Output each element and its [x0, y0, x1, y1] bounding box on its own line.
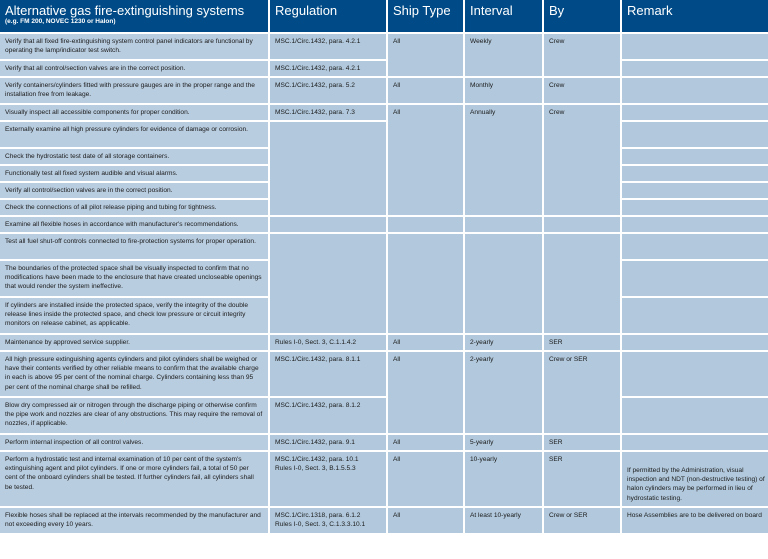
- remark-cell: [622, 261, 768, 296]
- header-system-subtitle: (e.g. FM 200, NOVEC 1230 or Halon): [5, 18, 116, 25]
- task-cell: Perform a hydrostatic test and internal examination of 10 per cent of the system's extinguishing agent and pilot cylinders. If one or more cylinders fail, a total of 50 per cent of the onboard cylinders shall be tested. If further cylinders fail, all cylinders shall be tested.: [0, 452, 268, 506]
- remark-cell: [622, 298, 768, 333]
- header-system-title: Alternative gas fire-extinguishing systems: [5, 3, 245, 18]
- task-cell: The boundaries of the protected space shall be visually inspected to confirm that no modifications have been made to the enclosure that have created uncloseable openings that would render the system ineffective.: [0, 261, 268, 296]
- header-system: [0, 0, 268, 32]
- task-cell: Maintenance by approved service supplier.: [0, 335, 268, 350]
- regulation-line: Rules I-0, Sect. 3, B.1.5.5.3: [275, 465, 356, 473]
- header-row: [0, 0, 768, 32]
- regulation-line: MSC.1/Circ.1318, para. 6.1.2: [275, 512, 361, 519]
- remark-cell: [622, 166, 768, 181]
- task-cell: If cylinders are installed inside the protected space, verify the integrity of the double release lines inside the protected space, and check low pressure or circuit integrity monitors on release cabinet, as applicable.: [0, 298, 268, 333]
- ship-type-cell: [388, 234, 463, 333]
- by-cell: SER: [544, 335, 620, 350]
- table-row: [0, 508, 768, 533]
- table-row: [0, 335, 768, 350]
- task-cell: Blow dry compressed air or nitrogen through the discharge piping or otherwise confirm the pipe work and nozzles are clear of any obstructions. This may require the removal of nozzles, if applicable.: [0, 398, 268, 433]
- interval-cell: Annually: [465, 105, 542, 215]
- regulation-cell: MSC.1/Circ.1432, para. 7.3: [270, 105, 386, 120]
- regulation-cell: [270, 452, 386, 506]
- remark-cell: [622, 183, 768, 198]
- task-cell: Externally examine all high pressure cylinders for evidence of damage or corrosion.: [0, 122, 268, 147]
- interval-cell: 5-yearly: [465, 435, 542, 450]
- task-cell: Functionally test all fixed system audible and visual alarms.: [0, 166, 268, 181]
- regulation-cell: MSC.1/Circ.1432, para. 4.2.1: [270, 34, 386, 59]
- by-cell: SER: [544, 452, 620, 506]
- remark-cell: [622, 105, 768, 120]
- task-cell: Check the hydrostatic test date of all storage containers.: [0, 149, 268, 164]
- by-cell: SER: [544, 435, 620, 450]
- ship-type-cell: All: [388, 435, 463, 450]
- table-row: [0, 78, 768, 103]
- regulation-cell: MSC.1/Circ.1432, para. 8.1.1: [270, 352, 386, 396]
- ship-type-cell: All: [388, 105, 463, 215]
- by-cell: Crew: [544, 105, 620, 215]
- interval-cell: At least 10-yearly: [465, 508, 542, 533]
- remark-cell: [622, 149, 768, 164]
- remark-cell: [622, 435, 768, 450]
- regulation-cell: MSC.1/Circ.1432, para. 8.1.2: [270, 398, 386, 433]
- ship-type-cell: All: [388, 452, 463, 506]
- table-row: [0, 435, 768, 450]
- task-cell: Verify that all fixed fire-extinguishing system control panel indicators are functional by operating the lamp/indicator test switch.: [0, 34, 268, 59]
- header-remark: Remark: [622, 0, 768, 32]
- task-cell: Perform internal inspection of all control valves.: [0, 435, 268, 450]
- table-row: [0, 352, 768, 396]
- ship-type-cell: All: [388, 34, 463, 76]
- task-cell: Flexible hoses shall be replaced at the intervals recommended by the manufacturer and not exceeding every 10 years.: [0, 508, 268, 533]
- by-cell: Crew or SER: [544, 508, 620, 533]
- regulation-cell: [270, 122, 386, 215]
- by-cell: Crew: [544, 34, 620, 76]
- remark-cell: [622, 122, 768, 147]
- remark-cell: [622, 61, 768, 76]
- task-cell: Verify that all control/section valves are in the correct position.: [0, 61, 268, 76]
- interval-cell: Weekly: [465, 34, 542, 76]
- task-cell: Test all fuel shut-off controls connected to fire-protection systems for proper operation.: [0, 234, 268, 259]
- interval-cell: 10-yearly: [465, 452, 542, 506]
- remark-cell: [622, 217, 768, 232]
- remark-cell: [622, 234, 768, 259]
- regulation-cell: [270, 234, 386, 333]
- by-cell: Crew: [544, 78, 620, 103]
- interval-cell: Monthly: [465, 78, 542, 103]
- regulation-cell: MSC.1/Circ.1432, para. 9.1: [270, 435, 386, 450]
- table-row: [0, 61, 768, 76]
- interval-cell: 2-yearly: [465, 352, 542, 433]
- regulation-line: MSC.1/Circ.1432, para. 10.1: [275, 456, 359, 463]
- remark-cell: [622, 200, 768, 215]
- interval-cell: 2-yearly: [465, 335, 542, 350]
- table-row: [0, 234, 768, 259]
- task-cell: Verify all control/section valves are in the correct position.: [0, 183, 268, 198]
- table-row: [0, 34, 768, 59]
- remark-cell: Hose Assemblies are to be delivered on board: [622, 508, 768, 533]
- ship-type-cell: All: [388, 335, 463, 350]
- interval-cell: [465, 217, 542, 232]
- header-interval: Interval: [465, 0, 542, 32]
- table-row: [0, 105, 768, 120]
- interval-cell: [465, 234, 542, 333]
- by-cell: [544, 234, 620, 333]
- remark-cell: If permitted by the Administration, visual inspection and NDT (non-destructive testing) of halon cylinders may be performed in lieu of hydrostatic testing.: [622, 452, 768, 506]
- ship-type-cell: [388, 217, 463, 232]
- header-ship-type: Ship Type: [388, 0, 463, 32]
- ship-type-cell: All: [388, 78, 463, 103]
- remark-cell: [622, 34, 768, 59]
- table-row: [0, 452, 768, 506]
- remark-cell: [622, 398, 768, 433]
- remark-cell: [622, 335, 768, 350]
- task-cell: Visually inspect all accessible components for proper condition.: [0, 105, 268, 120]
- header-by: By: [544, 0, 620, 32]
- header-regulation: Regulation: [270, 0, 386, 32]
- by-cell: Crew or SER: [544, 352, 620, 433]
- regulation-line: Rules I-0, Sect. 3, C.1.3.3.10.1: [275, 521, 366, 529]
- task-cell: Check the connections of all pilot release piping and tubing for tightness.: [0, 200, 268, 215]
- task-cell: All high pressure extinguishing agents cylinders and pilot cylinders shall be weighed or have their contents verified by other reliable means to confirm that the available charge in each is above 95 per cent of the nominal charge. Cylinders containing less than 95 per cent of the nominal charge shall be refilled.: [0, 352, 268, 396]
- by-cell: [544, 217, 620, 232]
- task-cell: Verify containers/cylinders fitted with pressure gauges are in the proper range and the installation free from leakage.: [0, 78, 268, 103]
- table-row: [0, 122, 768, 147]
- regulation-cell: [270, 217, 386, 232]
- ship-type-cell: All: [388, 508, 463, 533]
- remark-cell: [622, 352, 768, 396]
- regulation-cell: MSC.1/Circ.1432, para. 5.2: [270, 78, 386, 103]
- table-row: [0, 217, 768, 232]
- regulation-cell: [270, 508, 386, 533]
- regulation-cell: MSC.1/Circ.1432, para. 4.2.1: [270, 61, 386, 76]
- remark-cell: [622, 78, 768, 103]
- ship-type-cell: All: [388, 352, 463, 433]
- regulation-cell: Rules I-0, Sect. 3, C.1.1.4.2: [270, 335, 386, 350]
- table-row: [0, 398, 768, 433]
- task-cell: Examine all flexible hoses in accordance with manufacturer's recommendations.: [0, 217, 268, 232]
